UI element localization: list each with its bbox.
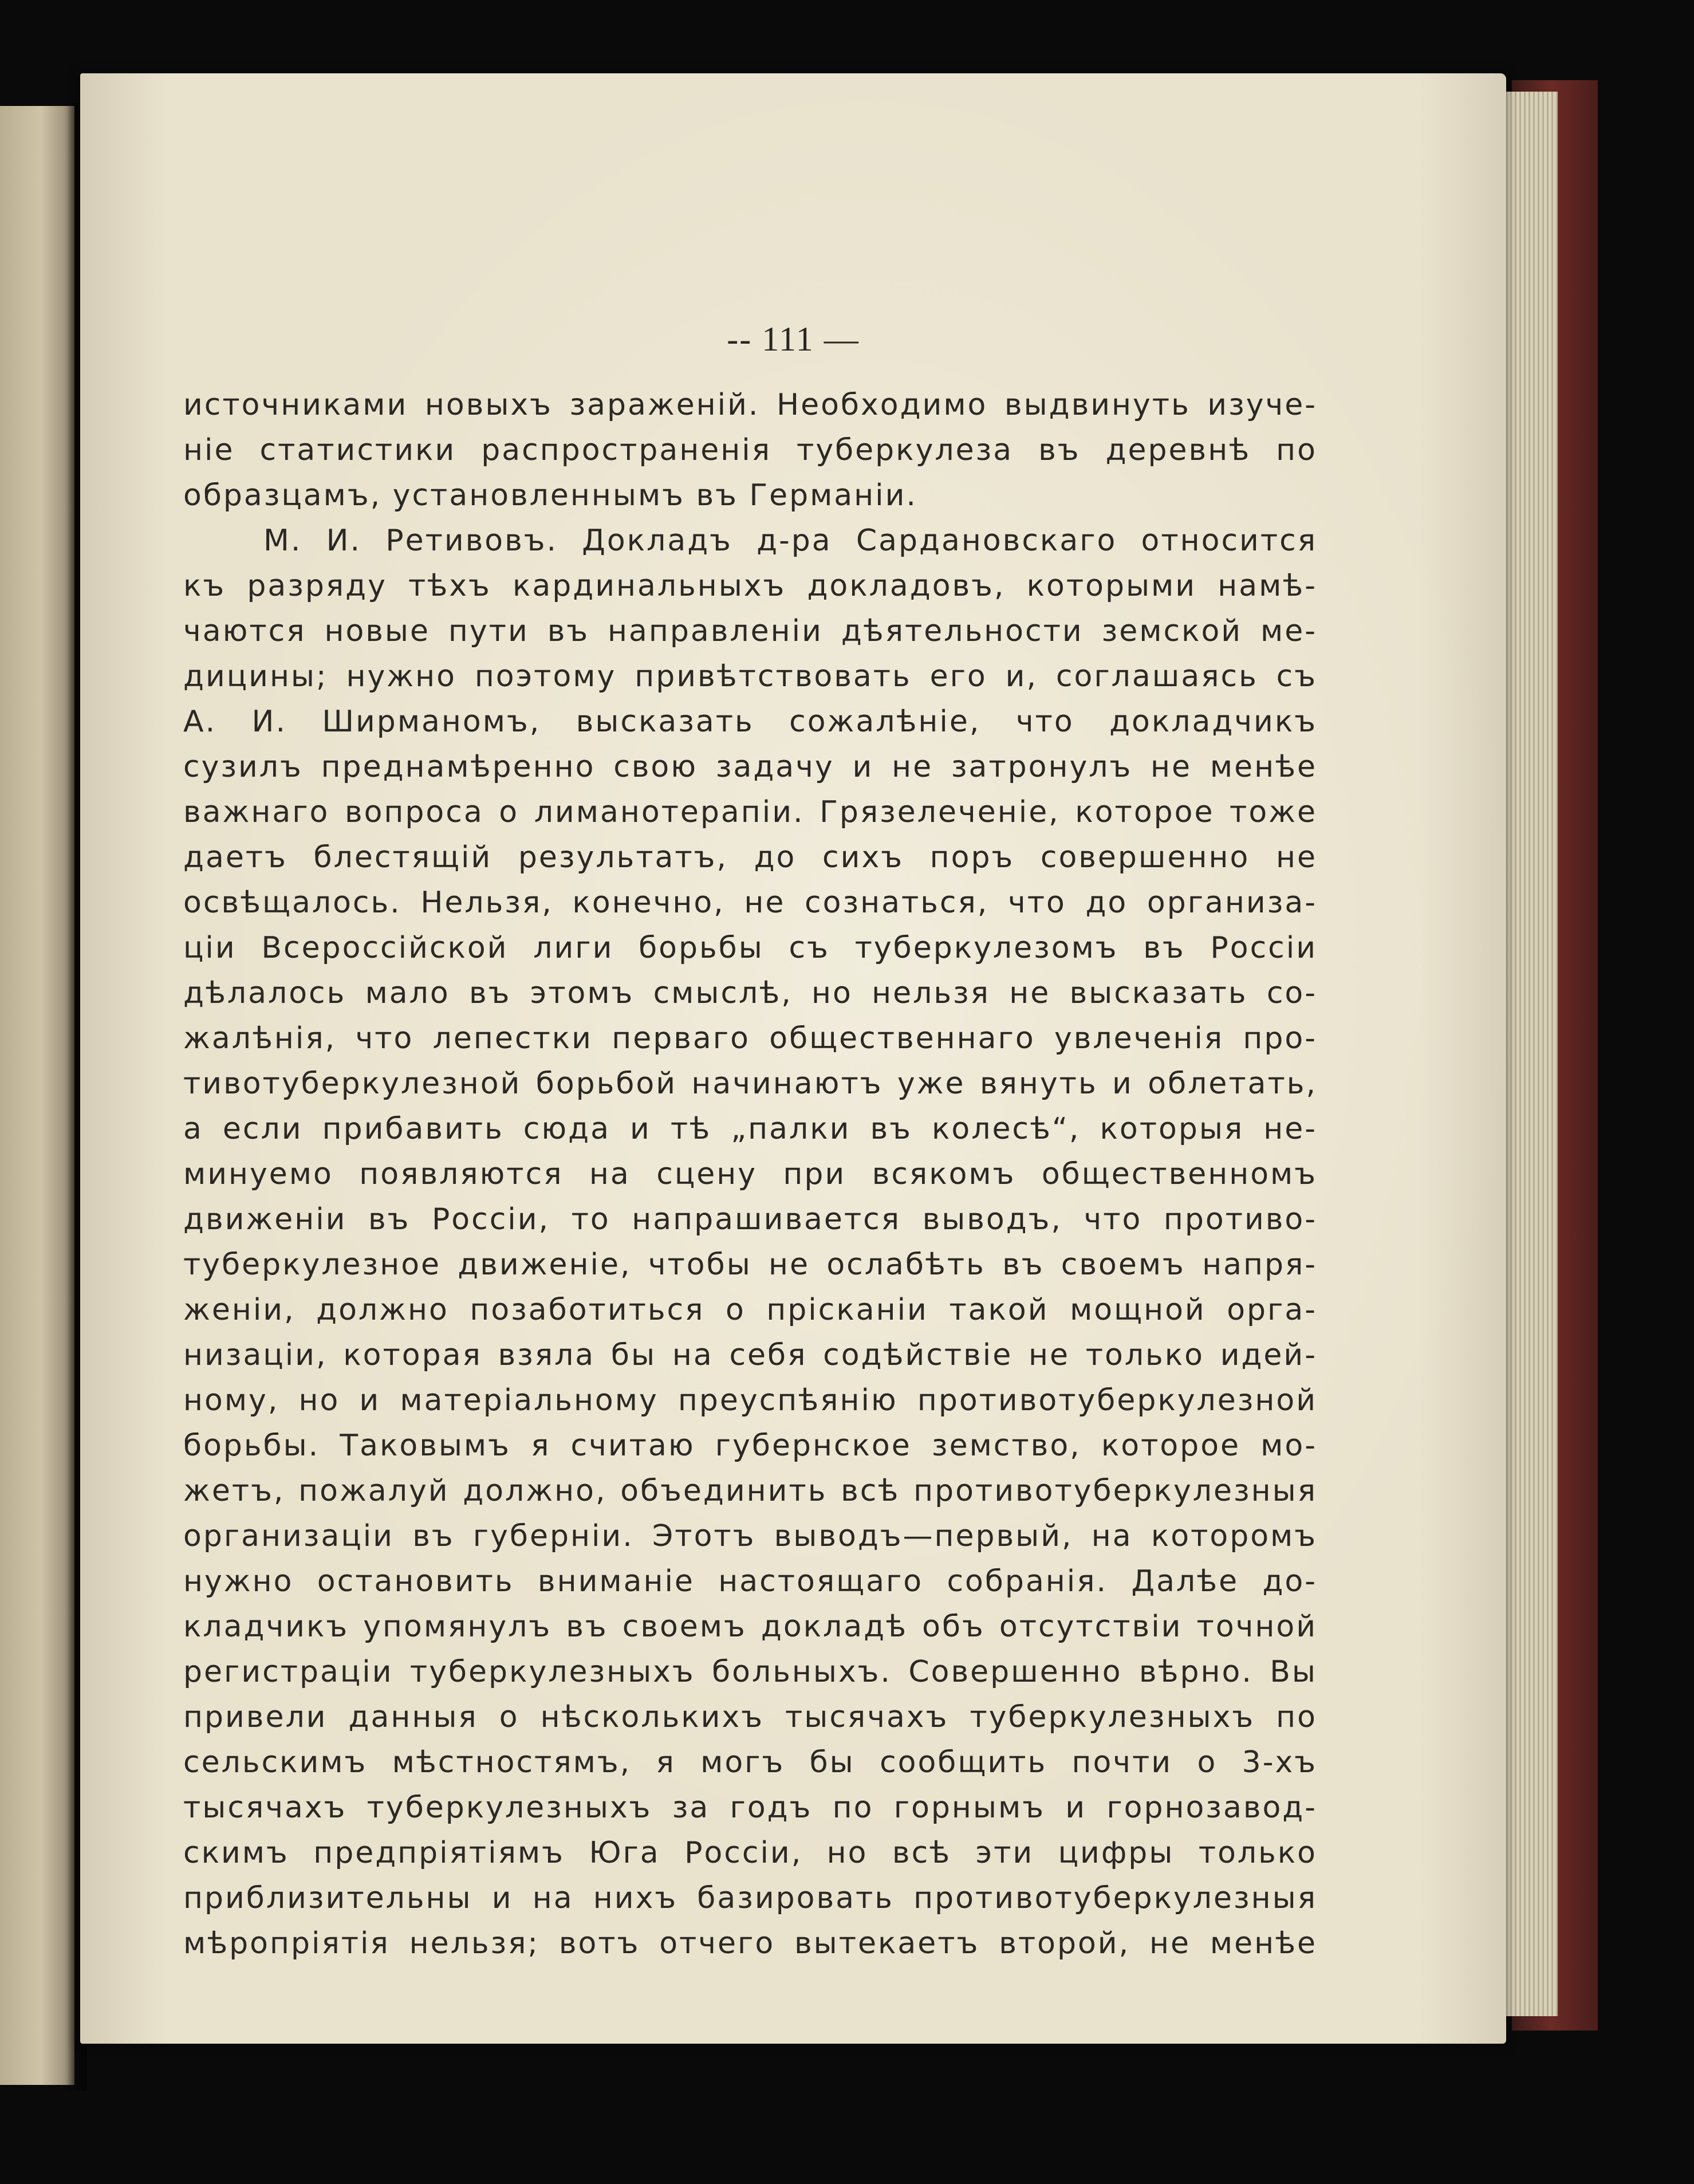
text-line: даетъ блестящій результатъ, до сихъ поръ совершенно не — [183, 840, 1317, 875]
text-line: образцамъ, установленнымъ въ Германіи. — [183, 478, 917, 513]
text-line: нужно остановить вниманіе настоящаго собранія. Далѣе до- — [183, 1564, 1317, 1599]
text-line: А. И. Ширманомъ, высказать сожалѣніе, что докладчикъ — [183, 705, 1317, 739]
text-line: кладчикъ упомянулъ въ своемъ докладѣ объ отсутствіи точной — [183, 1610, 1317, 1644]
text-line: движеніи въ Россіи, то напрашивается выводъ, что противо- — [183, 1202, 1317, 1237]
text-line: регистраціи туберкулезныхъ больныхъ. Совершенно вѣрно. Вы — [183, 1655, 1317, 1689]
left-page-edge — [0, 106, 74, 2085]
text-line: источниками новыхъ зараженій. Необходимо выдвинуть изуче- — [183, 388, 1317, 422]
text-line: туберкулезное движеніе, чтобы не ослабѣть въ своемъ напря- — [183, 1248, 1317, 1282]
text-line: дицины; нужно поэтому привѣтствовать его и, соглашаясь съ — [183, 659, 1317, 694]
text-line: жетъ, пожалуй должно, объединить всѣ противотуберкулезныя — [183, 1474, 1317, 1508]
text-line: низаціи, которая взяла бы на себя содѣйствіе не только идей- — [183, 1338, 1317, 1372]
text-line: скимъ предпріятіямъ Юга Россіи, но всѣ эти цифры только — [183, 1836, 1317, 1870]
text-line: приблизительны и на нихъ базировать противотуберкулезныя — [183, 1881, 1317, 1915]
text-line: минуемо появляются на сцену при всякомъ общественномъ — [183, 1157, 1317, 1191]
text-line: а если прибавить сюда и тѣ „палки въ колесѣ“, которыя не- — [183, 1112, 1317, 1146]
book-page — [80, 73, 1506, 2044]
text-line: освѣщалось. Нельзя, конечно, не сознаться, что до организа- — [183, 886, 1317, 920]
text-line: организаціи въ губерніи. Этотъ выводъ—первый, на которомъ — [183, 1519, 1317, 1553]
text-line: къ разряду тѣхъ кардинальныхъ докладовъ, которыми намѣ- — [183, 569, 1317, 603]
text-line: чаются новые пути въ направленіи дѣятельности земской ме- — [183, 614, 1317, 648]
text-line: важнаго вопроса о лиманотерапіи. Грязелеченіе, которое тоже — [183, 795, 1317, 829]
text-line: привели данныя о нѣсколькихъ тысячахъ туберкулезныхъ по — [183, 1700, 1317, 1734]
text-line: борьбы. Таковымъ я считаю губернское земство, которое мо- — [183, 1429, 1317, 1463]
text-line: ціи Всероссійской лиги борьбы съ туберкулезомъ въ Россіи — [183, 931, 1317, 965]
text-line: М. И. Ретивовъ. Докладъ д-ра Сардановскаго относится — [263, 524, 1317, 558]
text-line: ному, но и матеріальному преуспѣянію противотуберкулезной — [183, 1383, 1317, 1418]
text-line: сельскимъ мѣстностямъ, я могъ бы сообщить почти о 3-хъ — [183, 1745, 1317, 1780]
text-line: женіи, должно позаботиться о прісканіи такой мощной орга- — [183, 1293, 1317, 1327]
text-line: тысячахъ туберкулезныхъ за годъ по горнымъ и горнозавод- — [183, 1791, 1317, 1825]
page-number: -- 111 — — [727, 320, 860, 358]
text-line: мѣропріятія нельзя; вотъ отчего вытекаетъ второй, не менѣе — [183, 1926, 1317, 1961]
text-line: сузилъ преднамѣренно свою задачу и не затронулъ не менѣе — [183, 750, 1317, 784]
page-body — [183, 383, 1317, 1966]
text-line: тивотуберкулезной борьбой начинаютъ уже вянуть и облетать, — [183, 1067, 1317, 1101]
text-line: дѣлалось мало въ этомъ смыслѣ, но нельзя не высказать со- — [183, 976, 1317, 1010]
text-line: жалѣнія, что лепестки перваго общественнаго увлеченія про- — [183, 1021, 1317, 1056]
text-line: ніе статистики распространенія туберкулеза въ деревнѣ по — [183, 433, 1317, 467]
